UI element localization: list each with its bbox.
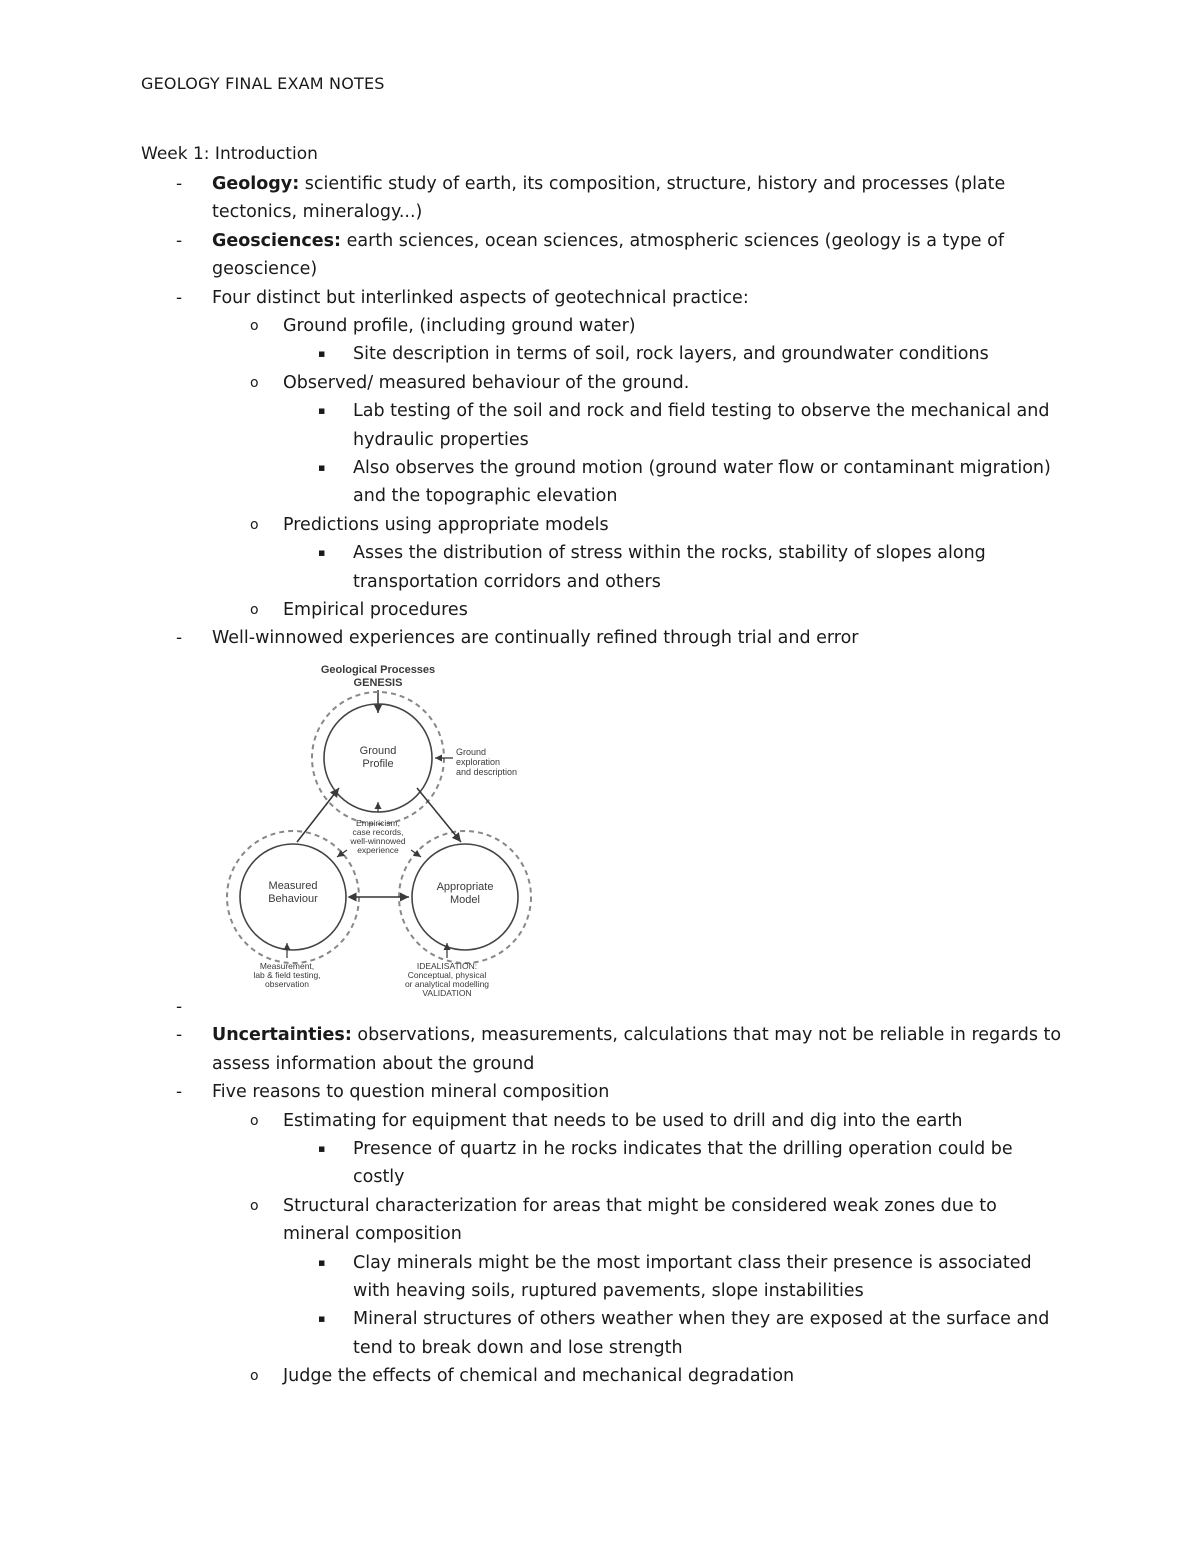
bullet-marker: - xyxy=(176,1025,183,1046)
note-text: Structural characterization for areas that might be considered weak zones due to xyxy=(283,1195,997,1216)
right-node-label-line2: Model xyxy=(450,894,480,906)
note-text: tectonics, mineralogy...) xyxy=(212,202,423,223)
note-text: Well-winnowed experiences are continually refined through trial and error xyxy=(212,628,859,649)
bullet-marker: o xyxy=(250,602,259,618)
note-text: Observed/ measured behaviour of the ground. xyxy=(283,372,690,393)
note-text: geoscience) xyxy=(212,259,318,280)
left-node-label-line1: Measured xyxy=(268,880,318,892)
note-text: Mineral structures of others weather when they are exposed at the surface and xyxy=(353,1309,1050,1330)
left-caption-line2: lab & field testing, xyxy=(253,970,321,980)
note-text: assess information about the ground xyxy=(212,1053,535,1074)
left-caption-line1: Measurement, xyxy=(259,961,315,971)
right-caption-line1: IDEALISATION: xyxy=(416,961,478,971)
right-node-label-line1: Appropriate xyxy=(436,881,494,893)
bullet-marker: - xyxy=(176,287,183,308)
bullet-marker: ▪ xyxy=(318,546,326,560)
side-note-line2: exploration xyxy=(456,757,501,767)
bullet-marker: o xyxy=(250,374,259,391)
center-text-line1: Empiricism, xyxy=(356,818,400,828)
note-line xyxy=(212,1023,1061,1047)
note-text: tend to break down and lose strength xyxy=(353,1337,683,1358)
bullet-marker: ▪ xyxy=(318,1312,326,1326)
note-term: Geology: xyxy=(212,174,300,194)
note-term: Uncertainties: xyxy=(212,1025,352,1046)
note-line xyxy=(353,1251,1032,1275)
note-text: with heaving soils, ruptured pavements, slope instabilities xyxy=(353,1281,864,1301)
document-title: GEOLOGY FINAL EXAM NOTES xyxy=(141,74,385,93)
diagram-title-line1: Geological Processes xyxy=(320,664,436,676)
note-text: and the topographic elevation xyxy=(353,486,618,507)
note-line xyxy=(212,1080,609,1104)
bullet-marker: ▪ xyxy=(318,1142,326,1155)
top-node-label-line2: Profile xyxy=(362,758,394,770)
diagram-title-line2: GENESIS xyxy=(353,677,403,689)
note-line xyxy=(283,1222,462,1246)
top-node-label-line1: Ground xyxy=(359,745,397,757)
note-line xyxy=(283,1364,794,1388)
note-text: mineral composition xyxy=(283,1224,462,1245)
note-text: costly xyxy=(353,1167,405,1188)
note-text: Ground profile, (including ground water) xyxy=(283,316,636,336)
bullet-marker: o xyxy=(250,1197,259,1214)
bullet-marker: - xyxy=(176,1082,183,1103)
week-heading: Week 1: Introduction xyxy=(141,144,318,164)
note-text: hydraulic properties xyxy=(353,429,529,450)
bullet-marker: ▪ xyxy=(318,1255,326,1269)
note-text: Clay minerals might be the most important class their presence is associated xyxy=(353,1252,1032,1273)
note-text: Site description in terms of soil, rock layers, and groundwater conditions xyxy=(353,344,989,365)
side-note-line1: Ground xyxy=(456,747,487,757)
center-text-line2: case records, xyxy=(352,827,404,837)
bullet-marker: o xyxy=(250,318,259,334)
center-text-line4: experience xyxy=(357,845,399,855)
note-text: Five reasons to question mineral composition xyxy=(212,1082,610,1103)
right-caption-line3: or analytical modelling xyxy=(404,979,490,989)
note-line xyxy=(212,1052,534,1076)
note-text: Also observes the ground motion (ground water flow or contaminant migration) xyxy=(353,458,1051,478)
bullet-marker: o xyxy=(250,1112,259,1129)
bullet-marker: - xyxy=(176,628,183,649)
note-text: transportation corridors and others xyxy=(353,571,661,592)
note-text: Presence of quartz in he rocks indicates that the drilling operation could be xyxy=(353,1139,1013,1159)
note-line xyxy=(353,1137,1013,1161)
note-text: Empirical procedures xyxy=(283,600,468,620)
right-caption-line2: Conceptual, physical xyxy=(407,970,487,980)
note-text: Asses the distribution of stress within the rocks, stability of slopes along xyxy=(353,543,986,564)
note-line xyxy=(353,1336,683,1360)
note-line xyxy=(283,1194,997,1218)
bullet-marker: o xyxy=(250,516,259,533)
note-text: Estimating for equipment that needs to be used to drill and dig into the earth xyxy=(283,1110,963,1131)
note-text: Lab testing of the soil and rock and field testing to observe the mechanical and xyxy=(353,401,1050,422)
bullet-marker: ▪ xyxy=(318,404,326,418)
note-text: Four distinct but interlinked aspects of geotechnical practice: xyxy=(212,287,749,308)
note-text: observations, measurements, calculations that may not be reliable in regards to xyxy=(351,1025,1062,1046)
note-line xyxy=(353,1307,1049,1331)
center-text-line3: well-winnowed xyxy=(350,836,406,846)
bullet-marker: ▪ xyxy=(318,347,326,361)
bullet-marker: - xyxy=(176,174,183,194)
side-note-line3: and description xyxy=(456,767,518,777)
note-line xyxy=(283,1109,963,1133)
right-caption-line4: VALIDATION xyxy=(422,988,472,998)
left-node-label-line2: Behaviour xyxy=(268,893,318,905)
note-line xyxy=(353,1279,864,1303)
note-text: scientific study of earth, its composition, structure, history and processes (plate xyxy=(299,174,1006,194)
left-caption-line3: observation xyxy=(265,979,309,989)
bullet-marker: o xyxy=(250,1368,259,1385)
note-text: Judge the effects of chemical and mechanical degradation xyxy=(283,1366,795,1387)
bullet-marker: - xyxy=(176,997,183,1017)
note-term: Geosciences: xyxy=(212,230,342,251)
note-text: Predictions using appropriate models xyxy=(283,514,609,535)
bullet-marker: - xyxy=(176,230,183,251)
note-text: earth sciences, ocean sciences, atmospheric sciences (geology is a type of xyxy=(341,230,1004,251)
bullet-marker: ▪ xyxy=(318,461,326,474)
note-line xyxy=(353,1165,405,1189)
